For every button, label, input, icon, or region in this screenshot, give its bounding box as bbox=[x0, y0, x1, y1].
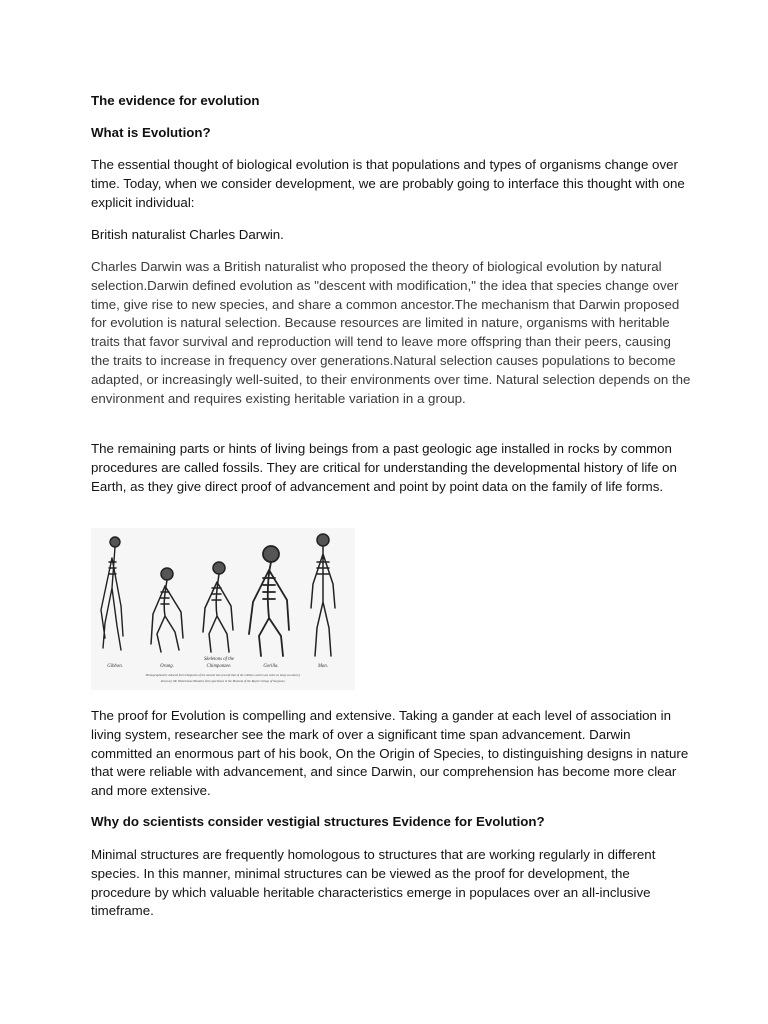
paragraph-intro: The essential thought of biological evolution is that populations and types of organisms change over time. Today, when we consider development, we are probably going to interface this thought with one explicit individual: bbox=[91, 157, 685, 210]
label-man: Man. bbox=[318, 664, 328, 669]
section-heading-vestigial: Why do scientists consider vestigial structures Evidence for Evolution? bbox=[91, 814, 545, 829]
paragraph-proof: The proof for Evolution is compelling and extensive. Taking a gander at each level of association in living system, researcher see the mark of over a significant time span advancement. Darwin committed an enormous part of his book, On the Origin of Species, to distinguishing designs in nature that were reliable with advancement, and since Darwin, our comprehension has become more clear and more extensive. bbox=[91, 708, 689, 799]
skeletons-figure bbox=[91, 528, 355, 690]
label-gorilla: Gorilla. bbox=[263, 664, 279, 669]
label-orang: Orang. bbox=[160, 664, 174, 669]
paragraph-natural-selection: Charles Darwin was a British naturalist who proposed the theory of biological evolution by natural selection.Darwin defined evolution as "descent with modification," the idea that species change over time, give rise to new species, and share a common ancestor.The mechanism that Darwin proposed for evolution is natural selection. Because resources are limited in nature, organisms with heritable traits that favor survival and reproduction will tend to leave more offspring than their peers, causing the traits to increase in frequency over generations.Natural selection causes populations to become adapted, or increasingly well-suited, to their environments over time. Natural selection depends on the environment and requires existing heritable variation in a group. bbox=[91, 259, 691, 406]
paragraph-vestigial: Minimal structures are frequently homologous to structures that are working regularly in different species. In this manner, minimal structures can be viewed as the proof for development, the procedure by which valuable heritable characteristics emerge in populaces over an all-inclusive timeframe. bbox=[91, 847, 656, 919]
chimp-label-prefix: Skeletons of the bbox=[203, 657, 235, 662]
figure-caption-line1: Photographically reduced from Diagrams of the natural size (except that of the Gibbon, which was twice as large as nature), bbox=[145, 673, 301, 677]
document-title: The evidence for evolution bbox=[91, 93, 260, 108]
paragraph-fossils: The remaining parts or hints of living beings from a past geologic age installed in rocks by common procedures are called fossils. They are critical for understanding the developmental history of life on Earth, as they give direct proof of advancement and point by point data on the family of life forms. bbox=[91, 441, 677, 494]
label-chimpanzee: Chimpanzee. bbox=[206, 664, 232, 669]
primate-skeletons-illustration bbox=[91, 528, 355, 690]
figure-caption-line2: drawn by Mr. Waterhouse Hawkins from specimens in the Museum of the Royal College of Surgeons. bbox=[160, 679, 286, 683]
paragraph-darwin-intro: British naturalist Charles Darwin. bbox=[91, 227, 284, 242]
section-heading-what-is-evolution: What is Evolution? bbox=[91, 125, 211, 140]
label-gibbon: Gibbon. bbox=[107, 664, 123, 669]
